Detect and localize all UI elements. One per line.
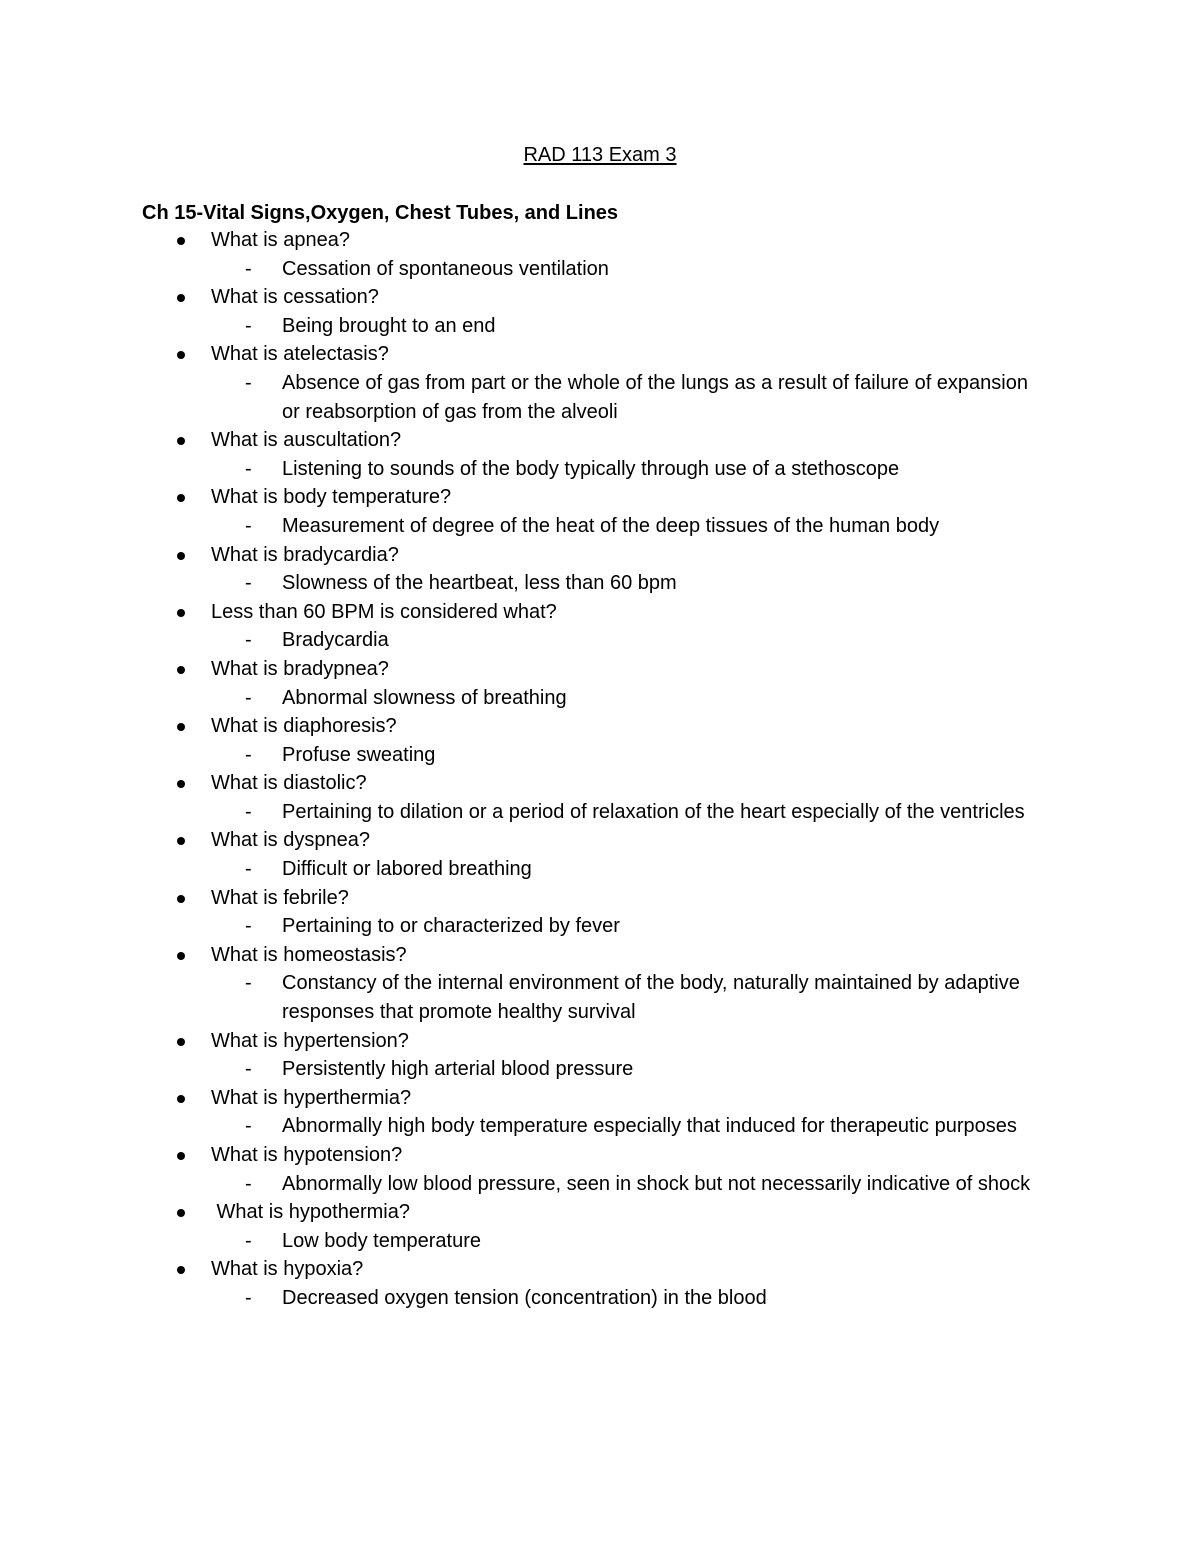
answer-text: Decreased oxygen tension (concentration) in the blood: [282, 1286, 767, 1309]
dash-icon: -: [245, 629, 252, 652]
question-text: What is hypothermia?: [211, 1201, 410, 1224]
dash-icon: -: [245, 915, 252, 938]
question-text: What is cessation?: [211, 286, 379, 309]
question-row: [0, 1141, 1200, 1170]
question-text: What is dyspnea?: [211, 829, 370, 852]
dash-icon: -: [245, 1115, 252, 1138]
answer-row: [0, 741, 1200, 770]
bullet-icon: [177, 666, 185, 674]
question-row: [0, 426, 1200, 455]
dash-icon: -: [245, 1229, 252, 1252]
dash-icon: -: [245, 1058, 252, 1081]
answer-text: Abnormally low blood pressure, seen in shock but not necessarily indicative of shock: [282, 1172, 1031, 1195]
dash-icon: -: [245, 371, 252, 394]
answer-row: [0, 855, 1200, 884]
list-item: [0, 941, 1200, 1027]
answer-row: [0, 1055, 1200, 1084]
question-text: What is febrile?: [211, 886, 349, 909]
list-item: [0, 884, 1200, 941]
answer-row: [0, 684, 1200, 713]
answer-text: Slowness of the heartbeat, less than 60 bpm: [282, 572, 677, 595]
dash-icon: -: [245, 743, 252, 766]
answer-row: [0, 969, 1200, 1026]
answer-text: Pertaining to or characterized by fever: [282, 915, 620, 938]
list-item: [0, 283, 1200, 340]
answer-text: Pertaining to dilation or a period of relaxation of the heart especially of the ventricles: [282, 800, 1025, 823]
list-item: [0, 426, 1200, 483]
list-item: [0, 340, 1200, 426]
answer-row: [0, 912, 1200, 941]
bullet-icon: [177, 723, 185, 731]
answer-text: Being brought to an end: [282, 314, 496, 337]
question-text: What is hypotension?: [211, 1144, 403, 1166]
question-text: What is hypertension?: [211, 1029, 409, 1052]
answer-text: Listening to sounds of the body typically through use of a stethoscope: [282, 457, 900, 480]
answer-text: Constancy of the internal environment of the body, naturally maintained by adaptive responses that promote healthy survival: [282, 972, 1020, 1024]
list-item: [0, 541, 1200, 598]
bullet-icon: [177, 1266, 185, 1274]
question-row: [0, 226, 1200, 255]
answer-row: [0, 512, 1200, 541]
list-item: [0, 598, 1200, 655]
dash-icon: -: [245, 257, 252, 280]
question-row: [0, 769, 1200, 798]
dash-icon: -: [245, 457, 252, 480]
answer-text: Difficult or labored breathing: [282, 858, 532, 881]
bullet-icon: [177, 552, 185, 560]
question-text: What is body temperature?: [211, 486, 452, 509]
list-item: [0, 769, 1200, 826]
bullet-icon: [177, 351, 185, 359]
bullet-icon: [177, 1038, 185, 1046]
list-item: [0, 1141, 1200, 1198]
section-heading: Ch 15-Vital Signs,Oxygen, Chest Tubes, and Lines: [142, 202, 619, 224]
list-item: [0, 226, 1200, 283]
question-text: What is auscultation?: [211, 429, 402, 452]
question-text: What is atelectasis?: [211, 343, 389, 366]
dash-icon: -: [245, 514, 252, 537]
dash-icon: -: [245, 800, 252, 823]
list-item: [0, 1027, 1200, 1084]
answer-text: Abnormally high body temperature especially that induced for therapeutic purposes: [282, 1115, 1017, 1138]
dash-icon: -: [245, 972, 252, 995]
question-text: What is apnea?: [211, 229, 350, 251]
answer-row: [0, 569, 1200, 598]
question-row: [0, 884, 1200, 913]
list-item: [0, 712, 1200, 769]
bullet-icon: [177, 1152, 185, 1160]
bullet-icon: [177, 837, 185, 845]
answer-text: Profuse sweating: [282, 743, 436, 766]
bullet-icon: [177, 494, 185, 502]
bullet-icon: [177, 609, 185, 617]
bullet-icon: [177, 780, 185, 788]
question-row: [0, 598, 1200, 627]
answer-row: [0, 1112, 1200, 1141]
question-row: [0, 340, 1200, 369]
question-row: [0, 655, 1200, 684]
question-row: [0, 1198, 1200, 1227]
answer-text: Bradycardia: [282, 629, 389, 652]
answer-row: [0, 1284, 1200, 1313]
question-row: [0, 1027, 1200, 1056]
question-text: What is bradycardia?: [211, 543, 399, 566]
question-row: [0, 941, 1200, 970]
bullet-icon: [177, 237, 185, 245]
question-text: What is hyperthermia?: [211, 1086, 412, 1109]
bullet-icon: [177, 294, 185, 302]
answer-row: [0, 369, 1200, 426]
dash-icon: -: [245, 686, 252, 709]
question-text: What is bradypnea?: [211, 657, 389, 680]
list-item: [0, 1255, 1200, 1312]
list-item: [0, 483, 1200, 540]
answer-text: Measurement of degree of the heat of the deep tissues of the human body: [282, 514, 940, 537]
question-text: What is diaphoresis?: [211, 715, 397, 738]
bullet-icon: [177, 895, 185, 903]
answer-text: Low body temperature: [282, 1229, 482, 1252]
answer-row: [0, 312, 1200, 341]
answer-row: [0, 626, 1200, 655]
dash-icon: -: [245, 858, 252, 881]
question-text: What is homeostasis?: [211, 943, 407, 966]
answer-row: [0, 798, 1200, 827]
bullet-icon: [177, 1209, 185, 1217]
answer-row: [0, 1170, 1200, 1199]
answer-text: Abnormal slowness of breathing: [282, 686, 567, 709]
question-row: [0, 483, 1200, 512]
question-text: What is hypoxia?: [211, 1258, 364, 1281]
question-row: [0, 1255, 1200, 1284]
question-row: [0, 712, 1200, 741]
bullet-icon: [177, 952, 185, 960]
qa-list: [0, 226, 1200, 1313]
question-row: [0, 1084, 1200, 1113]
answer-row: [0, 255, 1200, 284]
question-row: [0, 826, 1200, 855]
dash-icon: -: [245, 572, 252, 595]
answer-row: [0, 455, 1200, 484]
dash-icon: -: [245, 1172, 252, 1195]
question-text: Less than 60 BPM is considered what?: [211, 600, 557, 623]
bullet-icon: [177, 437, 185, 445]
answer-text: Persistently high arterial blood pressure: [282, 1058, 634, 1081]
list-item: [0, 655, 1200, 712]
answer-text: Absence of gas from part or the whole of the lungs as a result of failure of expansion or reabsorption of gas from the alveoli: [282, 371, 1028, 423]
list-item: [0, 826, 1200, 883]
answer-text: Cessation of spontaneous ventilation: [282, 257, 609, 280]
document-title: RAD 113 Exam 3: [523, 144, 677, 166]
dash-icon: -: [245, 314, 252, 337]
question-row: [0, 541, 1200, 570]
list-item: [0, 1084, 1200, 1141]
answer-row: [0, 1227, 1200, 1256]
question-text: What is diastolic?: [211, 772, 367, 795]
bullet-icon: [177, 1095, 185, 1103]
question-row: [0, 283, 1200, 312]
dash-icon: -: [245, 1286, 252, 1309]
list-item: [0, 1198, 1200, 1255]
